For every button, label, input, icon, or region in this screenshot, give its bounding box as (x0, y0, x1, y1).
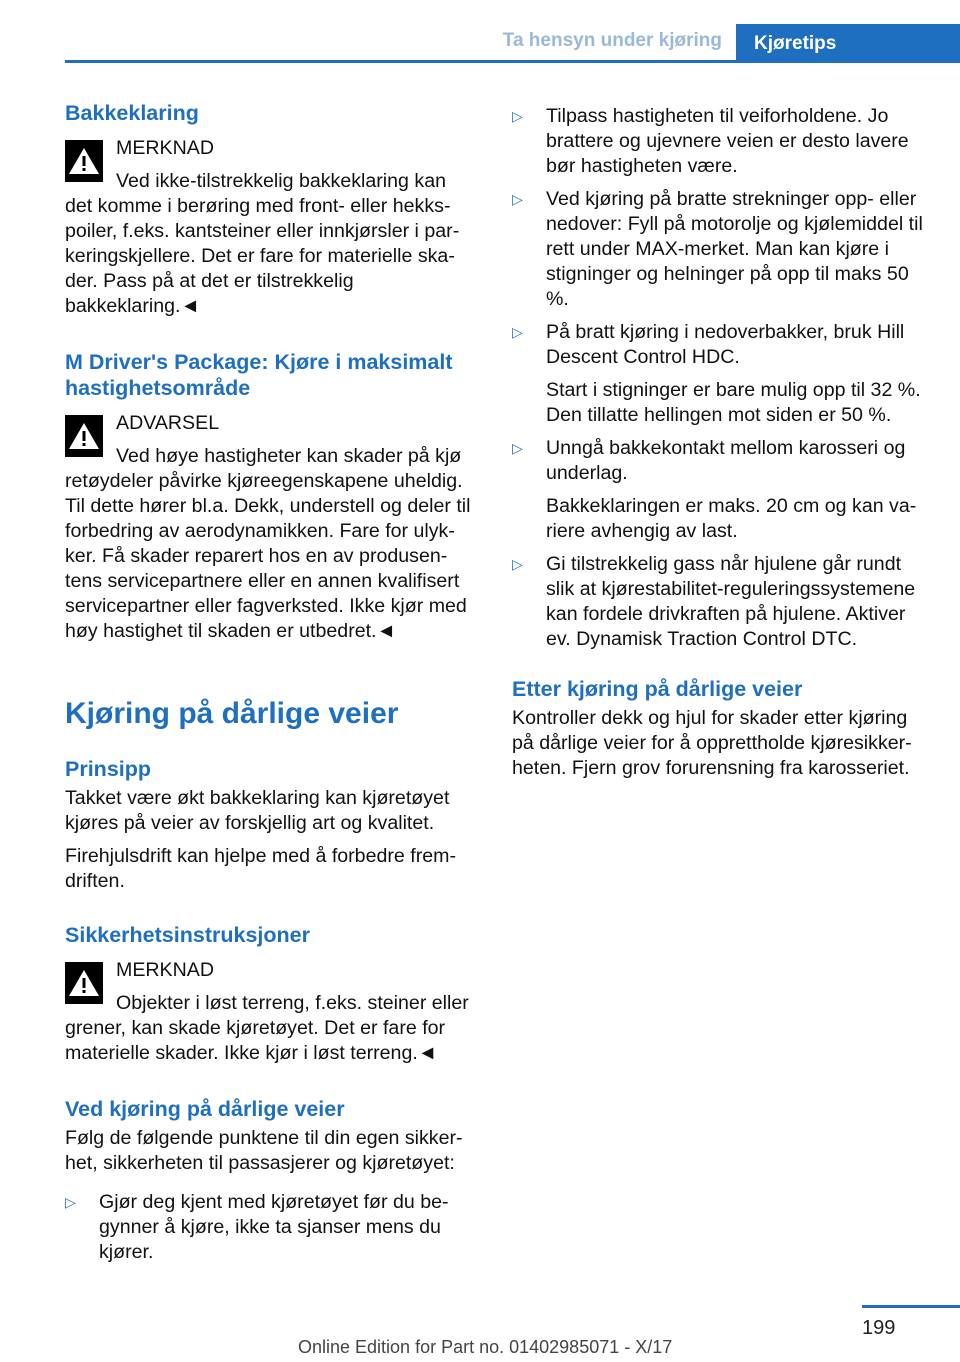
list-item: ▷ Gi tilstrekkelig gass når hjulene går rundt slik at kjørestabilitet-reguleringssystemene kan fordele drivkraften på hjulene. Aktiver ev. Dynamisk Traction Control DTC. (512, 553, 916, 650)
notice-text: grener, kan skade kjøretøyet. Det er fare for materielle skader. Ikke kjør i løst terreng.◄ (65, 1017, 446, 1064)
footer-edition: Online Edition for Part no. 01402985071 - X/17 (298, 1337, 673, 1357)
right-column (512, 100, 932, 781)
paragraph: Firehjulsdrift kan hjelpe med å forbedre fremdriften. (65, 845, 456, 892)
bullet-list (65, 1190, 477, 1265)
paragraph: Følg de følgende punktene til din egen sikkerhet, sikkerheten til passasjerer og kjøretøyet: (65, 1127, 463, 1174)
list-item-extra: Start i stigninger er bare mulig opp til 32 %. Den tillatte hellingen mot siden er 50 %. (546, 379, 921, 426)
bullet-list (512, 104, 932, 652)
page-number: 199 (862, 1317, 896, 1339)
notice-bakkeklaring (65, 136, 477, 319)
heading-etter-kjoring: Etter kjøring på dårlige veier (512, 677, 803, 701)
chapter-title: Kjøring på dårlige veier (65, 697, 399, 730)
notice-text: det komme i berøring med front- eller hekkspoiler, f.eks. kantsteiner eller innkjørsler i parkeringskjellere. Det er fare for materielle skader. Pass på at det er tilstrekkelig bakkeklaring.◄ (65, 195, 460, 317)
notice-label: MERKNAD (116, 137, 214, 159)
page-header (0, 0, 960, 64)
triangle-bullet-icon: ▷ (512, 440, 523, 456)
footer-rule (862, 1305, 960, 1308)
heading-m-driver: M Driver's Package: Kjøre i maksimalt hastighetsområde (65, 350, 453, 400)
notice-text-first: Ved ikke-tilstrekkelig bakkeklaring kan (116, 170, 446, 192)
notice-label: MERKNAD (116, 959, 214, 981)
list-item: ▷ Ved kjøring på bratte strekninger opp- eller nedover: Fyll på motorolje og kjølemiddel til rett under MAX-merket. Man kan kjøre i stigninger og helninger på opp til maks 50 %. (512, 188, 923, 310)
heading-bakkeklaring: Bakkeklaring (65, 101, 199, 125)
notice-m-driver (65, 411, 477, 644)
warning-icon (65, 415, 103, 457)
list-item: ▷ Gjør deg kjent med kjøretøyet før du begynner å kjøre, ikke ta sjanser mens du kjører. (65, 1191, 449, 1263)
heading-sikkerhet: Sikkerhetsinstruksjoner (65, 923, 310, 947)
list-item: ▷ På bratt kjøring i nedoverbakker, bruk Hill Descent Control HDC. Start i stigninger er bare mulig opp til 32 %. Den tillatte hellingen mot siden er 50 %. (512, 320, 932, 428)
header-section-title: Ta hensyn under kjøring (502, 30, 722, 51)
triangle-bullet-icon: ▷ (512, 191, 523, 207)
triangle-bullet-icon: ▷ (65, 1194, 76, 1210)
notice-sikkerhet (65, 958, 477, 1066)
header-rule (65, 60, 960, 63)
notice-text: retøydeler påvirke kjøreegenskapene uheldig. Til dette hører bl.a. Dekk, understell og deler til forbedring av aerodynamikken. Fare for ulykker. Få skader reparert hos en av produsentens servicepartnere eller en annen kvalifisert servicepartner eller fagverksted. Ikke kjør med høy hastighet til skaden er utbedret.◄ (65, 470, 471, 642)
triangle-bullet-icon: ▷ (512, 324, 523, 340)
left-column (65, 100, 477, 1265)
list-item-extra: Bakkeklaringen er maks. 20 cm og kan variere avhengig av last. (546, 495, 917, 542)
list-item: ▷ Tilpass hastigheten til veiforholdene. Jo brattere og ujevnere veien er desto lavere bør hastigheten være. (512, 105, 909, 177)
warning-icon (65, 140, 103, 182)
triangle-bullet-icon: ▷ (512, 108, 523, 124)
heading-prinsipp: Prinsipp (65, 757, 152, 781)
notice-label: ADVARSEL (116, 412, 220, 434)
header-chapter-tab: Kjøretips (736, 24, 960, 63)
triangle-bullet-icon: ▷ (512, 556, 523, 572)
heading-ved-kjoring: Ved kjøring på dårlige veier (65, 1097, 345, 1121)
notice-text-first: Objekter i løst terreng, f.eks. steiner eller (116, 992, 469, 1014)
list-item: ▷ Unngå bakkekontakt mellom karosseri og underlag. Bakkeklaringen er maks. 20 cm og kan variere avhengig av last. (512, 436, 932, 544)
paragraph: Takket være økt bakkeklaring kan kjøretøyet kjøres på veier av forskjellig art og kvalitet. (65, 787, 450, 834)
notice-text-first: Ved høye hastigheter kan skader på kjø (116, 445, 462, 467)
warning-icon (65, 962, 103, 1004)
paragraph: Kontroller dekk og hjul for skader etter kjøring på dårlige veier for å opprettholde kjøresikkerheten. Fjern grov forurensning fra karosseriet. (512, 707, 912, 779)
